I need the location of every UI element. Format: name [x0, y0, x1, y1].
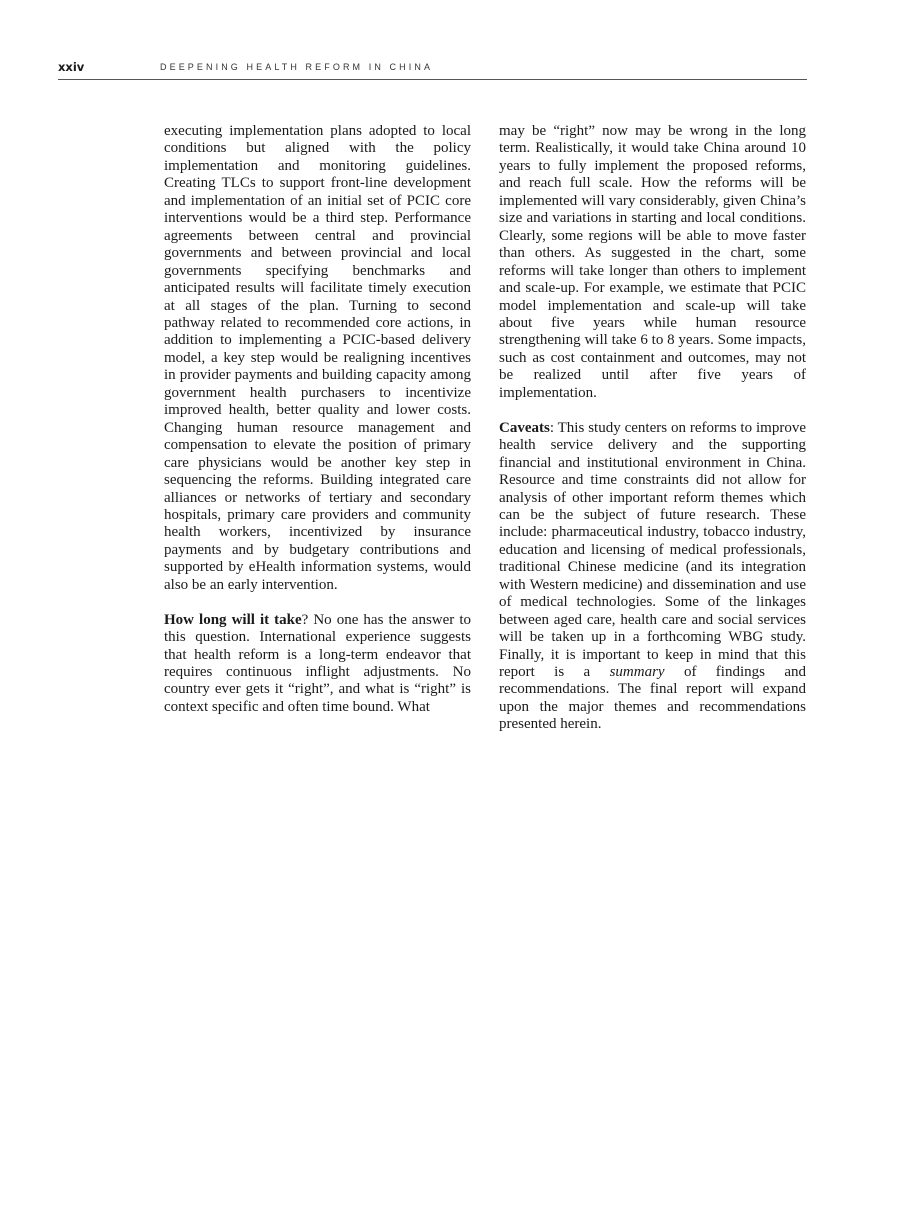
paragraph-implementation-steps: executing implementation plans adopted to local conditions but aligned with the policy implementation and monitoring guidelines. Creating TLCs to support front-line development and implementation of an initial set of PCIC core interventions would be a third step. Performance agreements between central and provincial governments and between provincial and local governments specifying benchmarks and anticipated results will facilitate timely execution at all stages of the plan. Turning to second pathway related to recommended core actions, in addition to implementing a PCIC-based delivery model, a key step would be realigning incentives in provider payments and building capacity among government health purchasers to incentivize improved health, better quality and lower costs. Changing human resource management and compensation to elevate the position of primary care physicians would be another key step in sequencing the reforms. Building integrated care alliances or networks of tertiary and secondary hospitals, primary care providers and community health workers, incentivized by insurance payments and by budgetary contributions and supported by eHealth information systems, would also be an early intervention.	[164, 123, 471, 593]
paragraph-text-caveats-a: : This study centers on reforms to improve health service delivery and the supporting financial and institutional environment in China. Resource and time constraints did not allow for analysis of other important reform themes which can be the subject of future research. These include: pharmaceutical industry, tobacco industry, education and licensing of medical professionals, traditional Chinese medicine (and its integration with Western medicine) and dissemination and use of medical technologies. Some of the linkages between aged care, health care and social services will be taken up in a forthcoming WBG study. Finally, it is important to keep in mind that this report is a	[499, 419, 806, 681]
paragraph-caveats	[499, 420, 806, 734]
left-column	[164, 123, 471, 716]
paragraph-timeline: may be “right” now may be wrong in the long term. Realistically, it would take China around 10 years to fully implement the proposed reforms, and reach full scale. How the reforms will be implemented will vary considerably, given China’s size and variations in starting and local conditions. Clearly, some regions will be able to move faster than others. As suggested in the chart, some reforms will take longer than others to implement and scale-up. For example, we estimate that PCIC model implementation and scale-up will take about five years while human resource strengthening will take 6 to 8 years. Some impacts, such as cost containment and outcomes, may not be realized until after five years of implementation.	[499, 123, 806, 401]
book-title: DEEPENING HEALTH REFORM IN CHINA	[160, 62, 434, 72]
emphasis-summary: summary	[609, 664, 665, 681]
running-header	[58, 58, 807, 80]
paragraph-lead-caveats: Caveats	[499, 419, 550, 436]
paragraph-how-long	[164, 612, 471, 717]
paragraph-text-how-long: ? No one has the answer to this question. International experience suggests that health reform is a long-term endeavor that requires continuous inflight adjustments. No country ever gets it “right”, and what is “right” is context specific and often time bound. What	[164, 611, 471, 715]
paragraph-text-caveats-b: of findings and recommendations. The final report will expand upon the major themes and recommendations presented herein.	[499, 664, 806, 733]
page-number: xxiv	[58, 60, 85, 74]
paragraph-lead-how-long: How long will it take	[164, 611, 302, 628]
right-column	[499, 123, 806, 734]
